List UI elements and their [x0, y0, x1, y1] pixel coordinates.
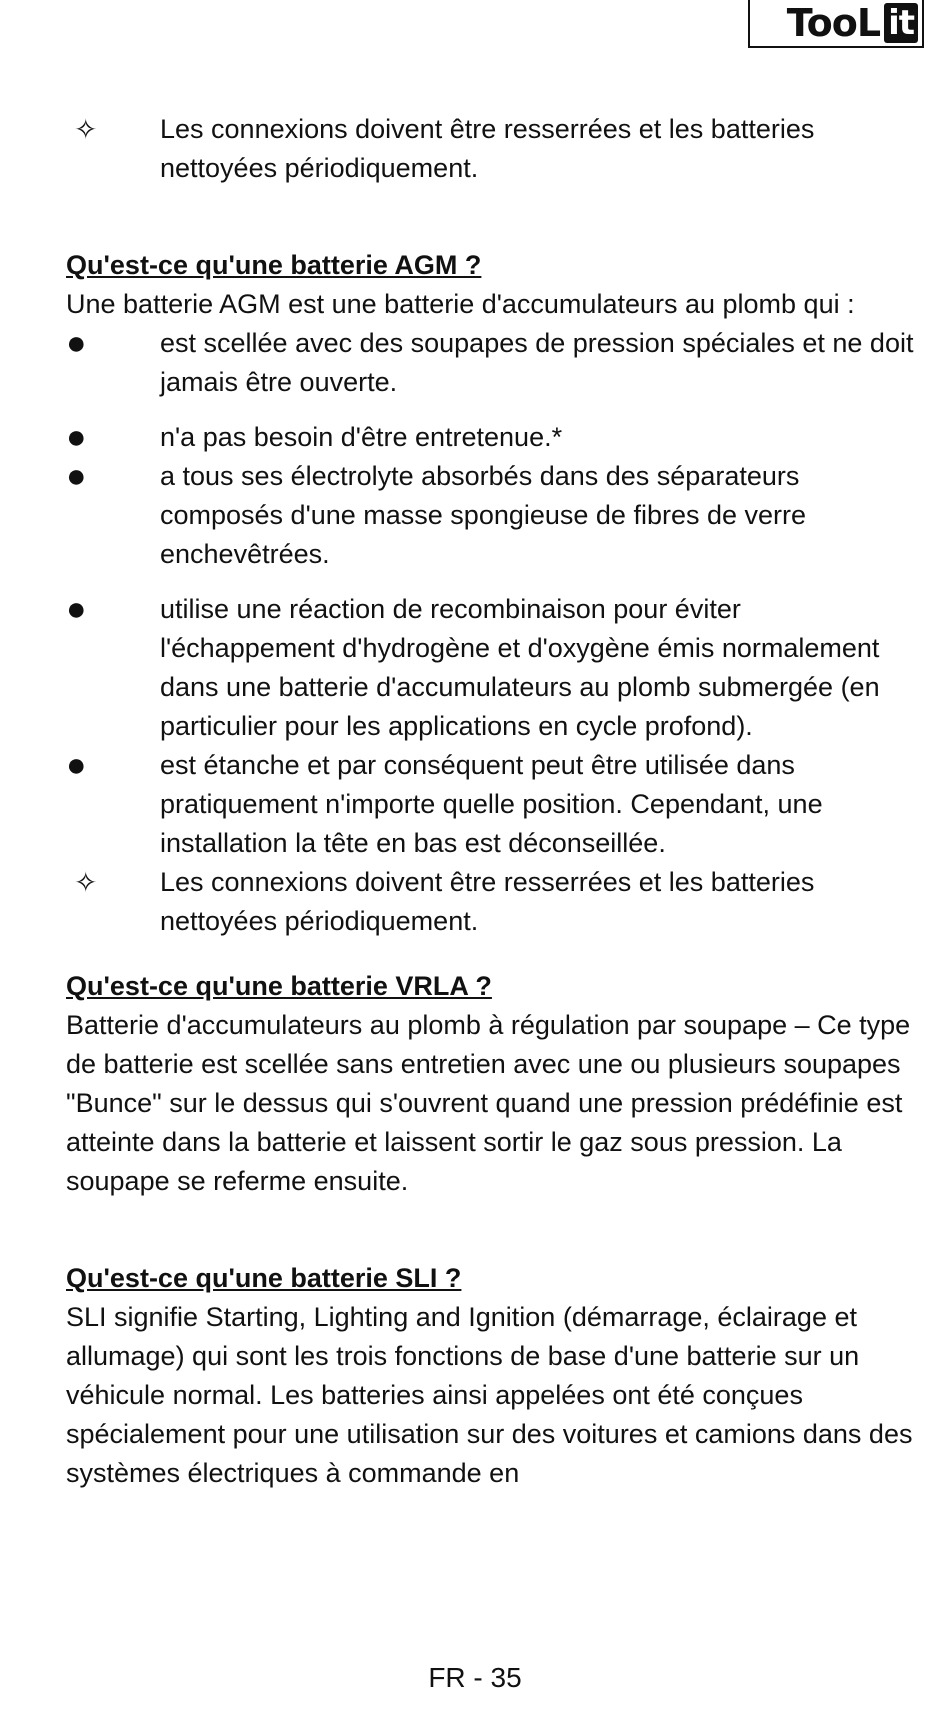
vrla-heading: Qu'est-ce qu'une batterie VRLA ?: [66, 971, 492, 1001]
star-bullet-icon: ✧: [74, 114, 98, 145]
bullet-text: Les connexions doivent être resserrées et les batteries nettoyées périodiquement.: [160, 114, 815, 183]
star-bullet-item: [66, 863, 916, 941]
star-bullet-icon: ✧: [74, 867, 98, 898]
sli-heading: Qu'est-ce qu'une batterie SLI ?: [66, 1263, 462, 1293]
page-number: FR - 35: [428, 1662, 522, 1693]
dot-bullet-icon: ●: [66, 324, 87, 362]
agm-intro: Une batterie AGM est une batterie d'accumulateurs au plomb qui :: [66, 289, 855, 319]
bullet-text: utilise une réaction de recombinaison pour éviter l'échappement d'hydrogène et d'oxygène émis normalement dans une batterie d'accumulateurs au plomb submergée (en particulier pour les applications en cycle profond).: [160, 594, 880, 741]
agm-bullet-item: [66, 590, 916, 746]
bullet-text: Les connexions doivent être resserrées et les batteries nettoyées périodiquement.: [160, 867, 815, 936]
agm-bullet-item: [66, 746, 916, 863]
brand-logo: [748, 0, 924, 48]
bullet-text: est étanche et par conséquent peut être utilisée dans pratiquement n'importe quelle position. Cependant, une installation la tête en bas est déconseillée.: [160, 750, 823, 858]
dot-bullet-icon: ●: [66, 746, 87, 784]
document-body: [66, 110, 916, 1493]
agm-bullet-item: [66, 418, 916, 457]
agm-bullet-item: [66, 324, 916, 402]
agm-bullet-item: [66, 457, 916, 574]
dot-bullet-icon: ●: [66, 418, 87, 456]
logo-badge: it: [884, 3, 918, 43]
bullet-text: a tous ses électrolyte absorbés dans des séparateurs composés d'une masse spongieuse de fibres de verre enchevêtrées.: [160, 461, 807, 569]
dot-bullet-icon: ●: [66, 457, 87, 495]
agm-heading: Qu'est-ce qu'une batterie AGM ?: [66, 250, 482, 280]
sli-body: SLI signifie Starting, Lighting and Ignition (démarrage, éclairage et allumage) qui sont les trois fonctions de base d'une batterie sur un véhicule normal. Les batteries ainsi appelées ont été conçues spécialement pour une utilisation sur des voitures et camions dans des systèmes électriques à commande en: [66, 1302, 913, 1488]
bullet-text: est scellée avec des soupapes de pression spéciales et ne doit jamais être ouverte.: [160, 328, 914, 397]
vrla-body: Batterie d'accumulateurs au plomb à régulation par soupape – Ce type de batterie est scellée sans entretien avec une ou plusieurs soupapes "Bunce" sur le dessus qui s'ouvrent quand une pression prédéfinie est atteinte dans la batterie et laissent sortir le gaz sous pression. La soupape se referme ensuite.: [66, 1010, 911, 1196]
logo-wordmark: TooL: [786, 1, 881, 45]
star-bullet-item: [66, 110, 916, 188]
bullet-text: n'a pas besoin d'être entretenue.*: [160, 422, 563, 452]
dot-bullet-icon: ●: [66, 590, 87, 628]
